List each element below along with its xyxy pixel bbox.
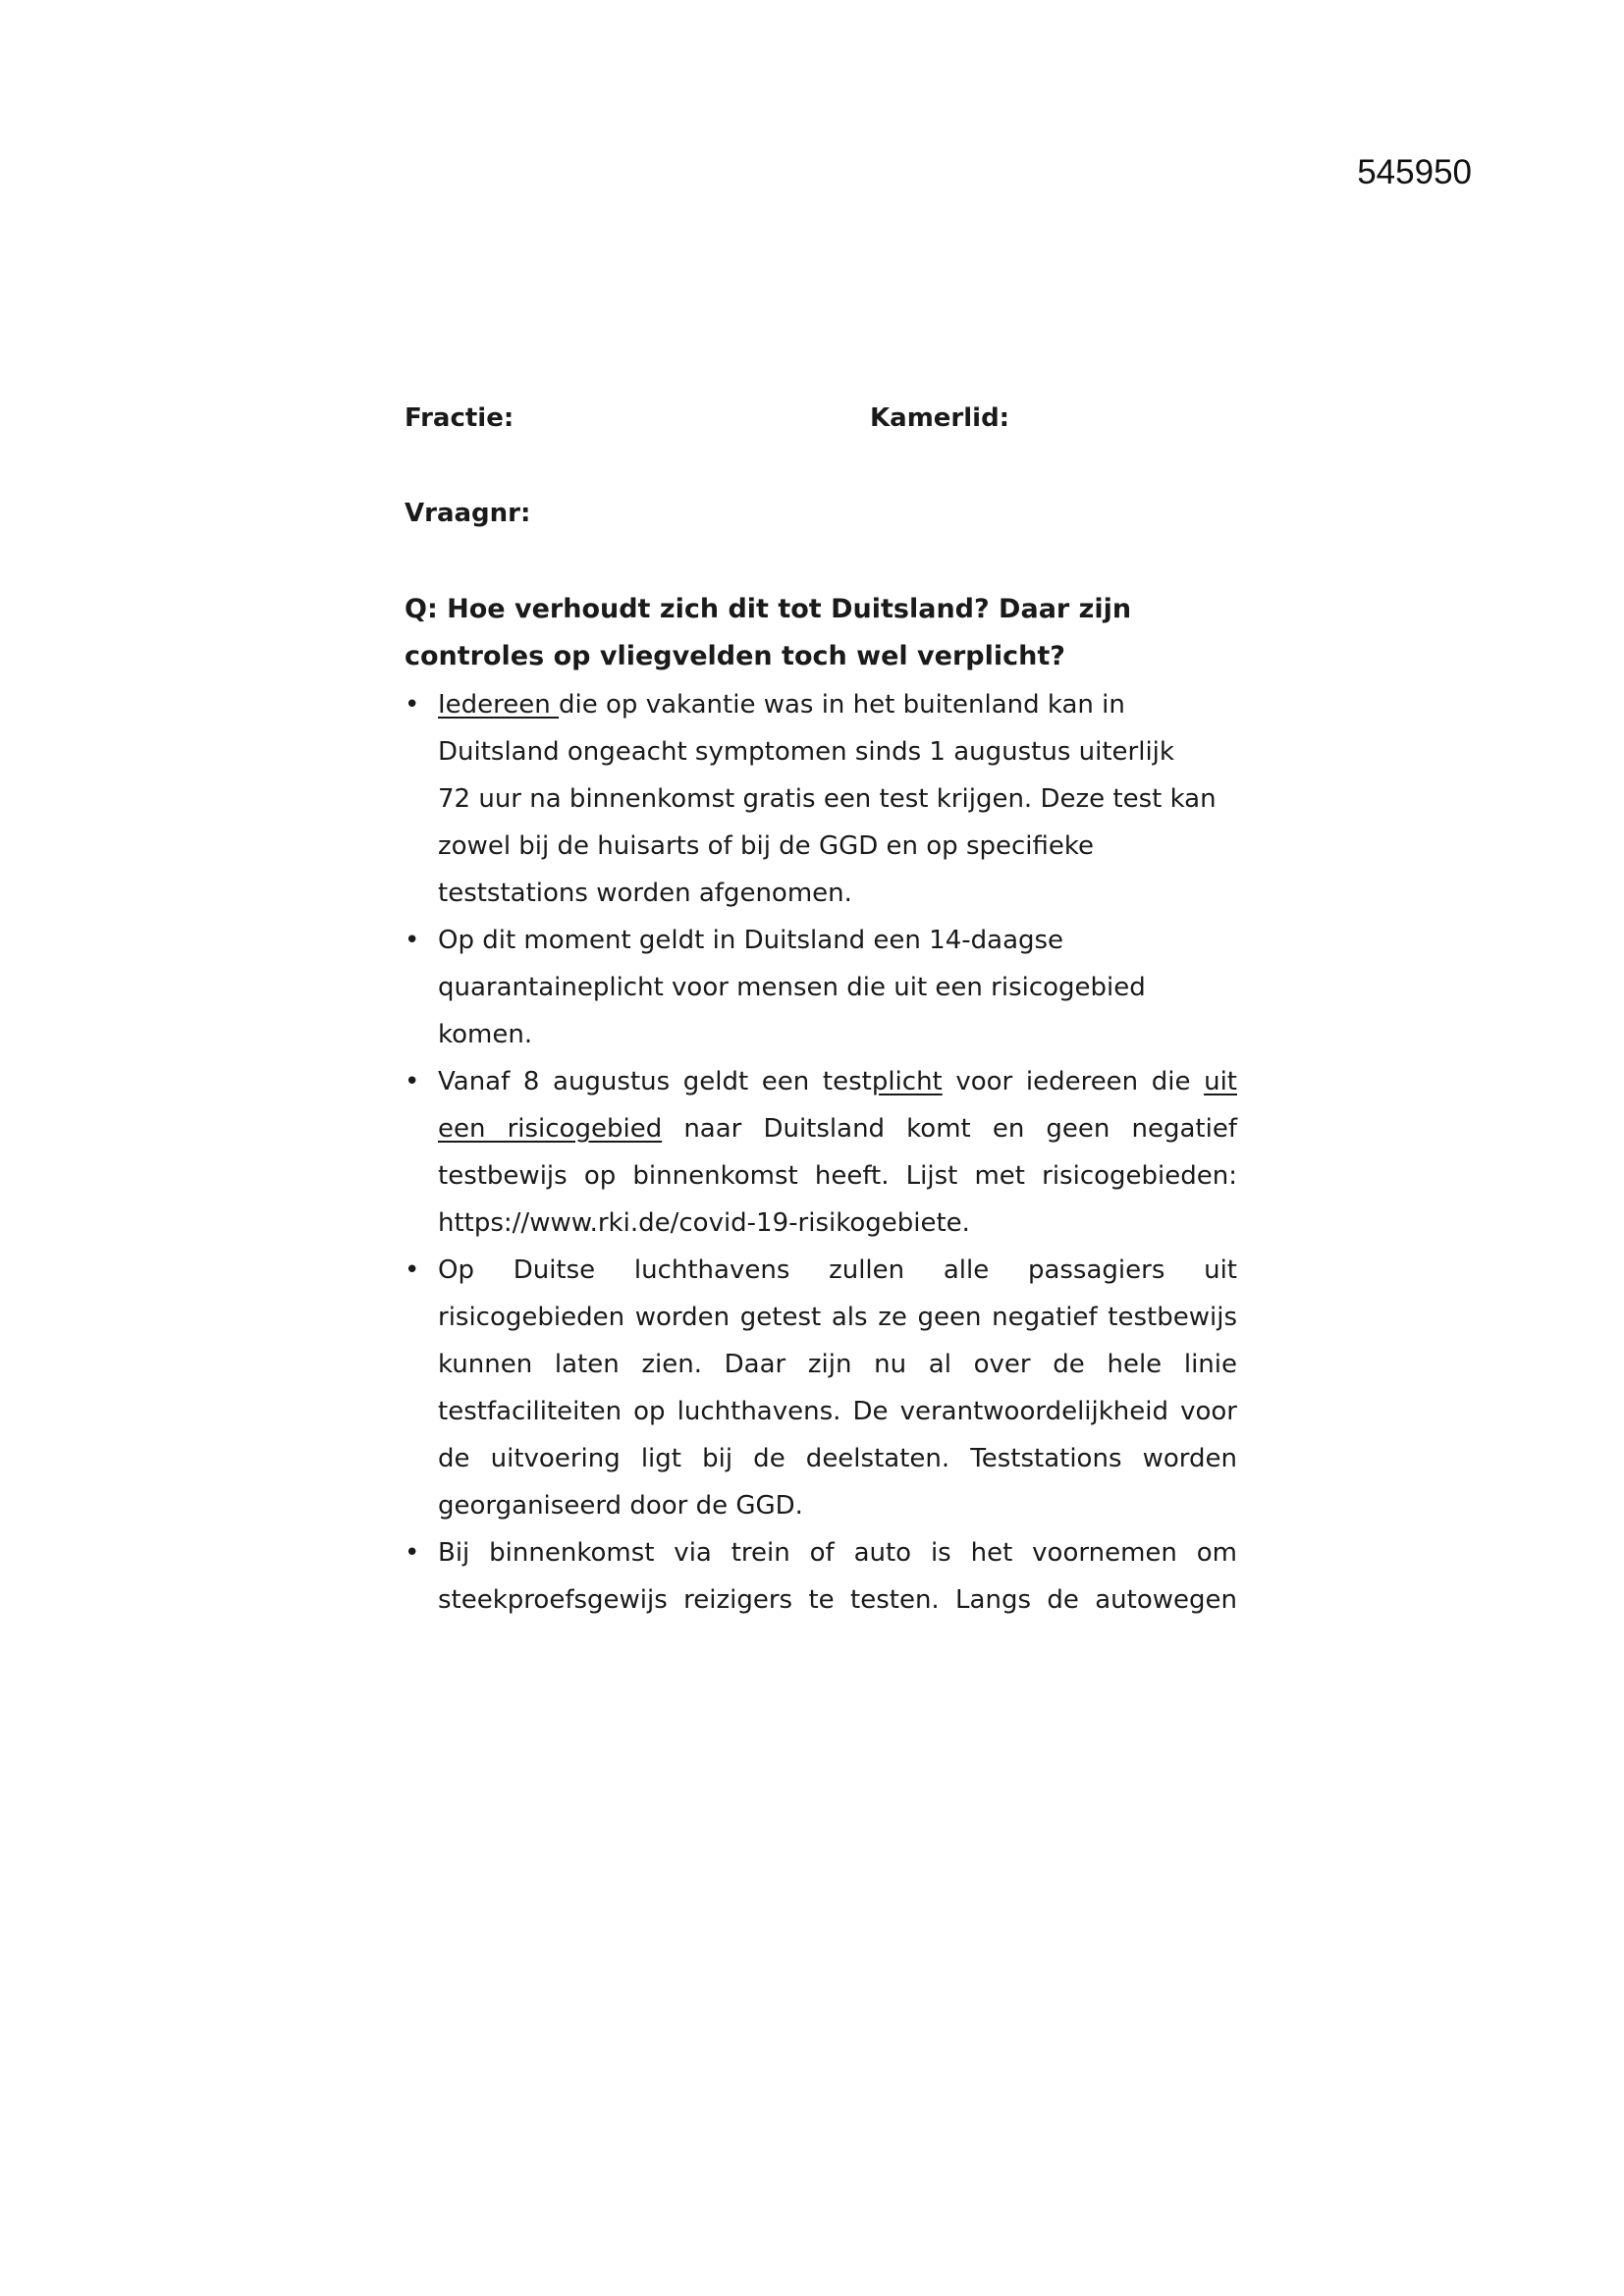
vraagnr-label: Vraagnr: (405, 499, 531, 528)
underlined-text: een risicogebied (438, 1114, 663, 1144)
bullet-line: testbewijs op binnenkomst heeft. Lijst met risicogebieden: (438, 1161, 1237, 1191)
bullet-line: https://www.rki.de/covid-19-risikogebiete. (438, 1208, 970, 1238)
bullet-line: teststations worden afgenomen. (438, 879, 852, 908)
kamerlid-label: Kamerlid: (870, 403, 1010, 433)
bullet-line: zowel bij de huisarts of bij de GGD en op specifieke (438, 831, 1095, 861)
bullet-icon: • (405, 690, 420, 720)
document-number: 545950 (1357, 153, 1472, 191)
bullet-line: Op dit moment geldt in Duitsland een 14-daagse (438, 926, 1064, 955)
bullet-icon: • (405, 926, 420, 955)
bullet-line: risicogebieden worden getest als ze geen negatief testbewijs (438, 1303, 1237, 1332)
bullet-line: komen. (438, 1020, 533, 1049)
bullet-icon: • (405, 1067, 420, 1096)
bullet-line: de uitvoering ligt bij de deelstaten. Teststations worden (438, 1444, 1237, 1473)
bullet-icon: • (405, 1255, 420, 1285)
text-run: voor iedereen die (942, 1067, 1205, 1096)
underlined-text: Iedereen (438, 690, 560, 720)
bullet-line: steekproefsgewijs reizigers te testen. Langs de autowegen (438, 1585, 1237, 1615)
bullet-line: Duitsland ongeacht symptomen sinds 1 augustus uiterlijk (438, 737, 1174, 767)
question-line: Q: Hoe verhoudt zich dit tot Duitsland? Daar zijn (405, 594, 1132, 624)
underlined-text: plicht (871, 1067, 943, 1096)
bullet-line: Op Duitse luchthavens zullen alle passagiers uit (438, 1255, 1237, 1285)
bullet-line: 72 uur na binnenkomst gratis een test krijgen. Deze test kan (438, 784, 1217, 814)
bullet-line: kunnen laten zien. Daar zijn nu al over de hele linie (438, 1350, 1237, 1379)
fractie-label: Fractie: (405, 403, 514, 433)
bullet-line: testfaciliteiten op luchthavens. De verantwoordelijkheid voor (438, 1397, 1237, 1426)
text-run: naar Duitsland komt en geen negatief (662, 1114, 1237, 1144)
answer-bullet-list (405, 681, 1237, 1624)
text-run: Vanaf 8 augustus geldt een test (438, 1067, 872, 1096)
bullet-item (405, 681, 1237, 917)
bullet-line: quarantaineplicht voor mensen die uit een risicogebied (438, 973, 1146, 1002)
question-heading (405, 586, 1237, 679)
bullet-line: georganiseerd door de GGD. (438, 1491, 803, 1521)
answer-body (405, 586, 1237, 1624)
bullet-line (438, 1105, 1237, 1152)
bullet-line: Bij binnenkomst via trein of auto is het voornemen om (438, 1538, 1237, 1568)
question-line: controles op vliegvelden toch wel verplicht? (405, 640, 1065, 671)
bullet-line (438, 681, 1237, 728)
bullet-item (405, 1529, 1237, 1624)
underlined-text: uit (1204, 1067, 1237, 1096)
bullet-item (405, 1247, 1237, 1529)
text-run: die op vakantie was in het buitenland kan in (559, 690, 1125, 720)
bullet-line (438, 1058, 1237, 1105)
bullet-item (405, 917, 1237, 1058)
bullet-item (405, 1058, 1237, 1247)
bullet-icon: • (405, 1538, 420, 1568)
